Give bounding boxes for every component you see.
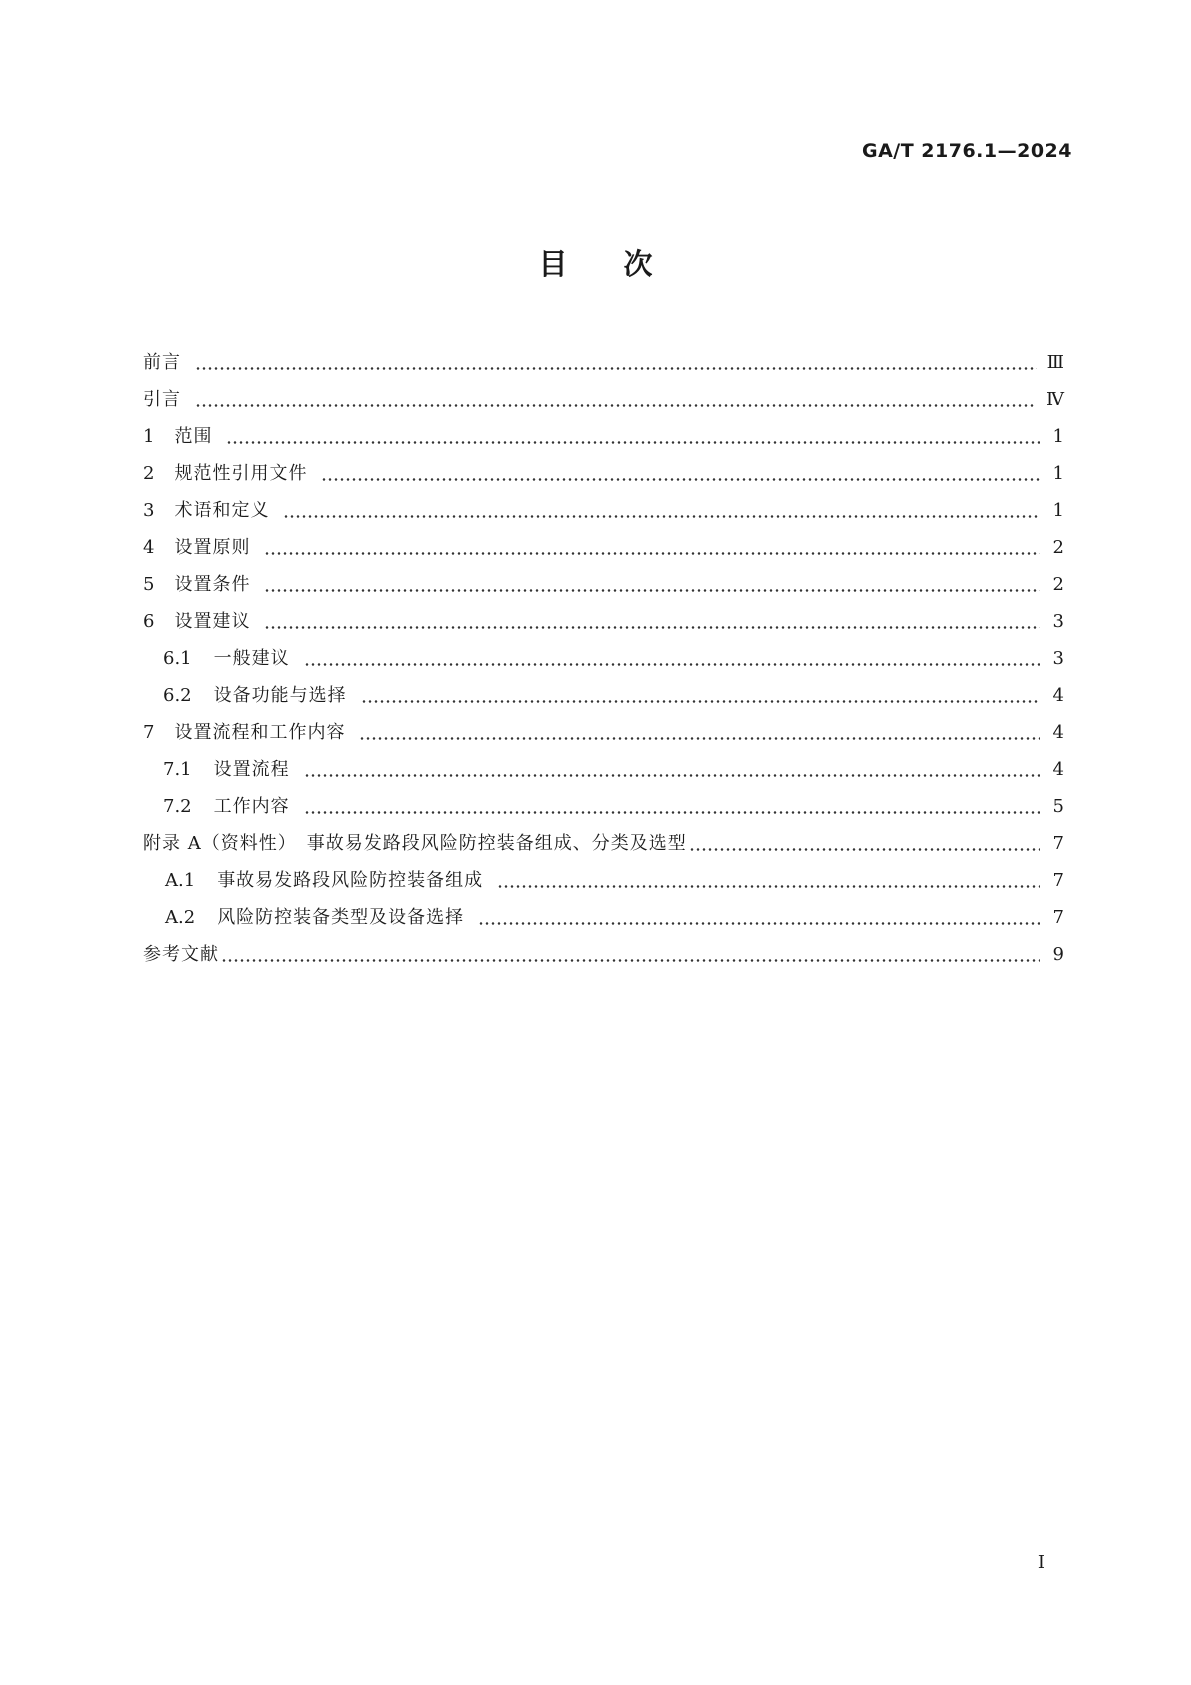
toc-entry-page: 3 — [1052, 648, 1064, 669]
toc-leader-dots — [304, 774, 1040, 777]
toc-leader-dots — [361, 700, 1040, 703]
toc-entry-page: 4 — [1052, 722, 1064, 743]
toc-entry-text: 附录 A（资料性） 事故易发路段风险防控装备组成、分类及选型 — [143, 833, 687, 854]
toc-entry-preface[interactable] — [143, 338, 1064, 375]
toc-leader-dots — [221, 959, 1040, 962]
toc-entry-page: 1 — [1052, 500, 1064, 521]
toc-leader-dots — [195, 367, 1037, 370]
toc-entry-6[interactable] — [143, 597, 1064, 634]
toc-entry-page: 7 — [1052, 833, 1064, 854]
toc-entry-number: 6.2 — [163, 685, 192, 706]
toc-entry-text: 规范性引用文件 — [174, 463, 308, 484]
toc-entry-1[interactable] — [143, 412, 1064, 449]
toc-entry-page: 4 — [1052, 759, 1064, 780]
toc-entry-4[interactable] — [143, 523, 1064, 560]
toc-entry-2[interactable] — [143, 449, 1064, 486]
toc-entry-number: 2 — [143, 463, 155, 484]
toc-leader-dots — [478, 922, 1040, 925]
toc-entry-text: 设置流程 — [213, 759, 290, 780]
toc-entry-text: 设置条件 — [174, 574, 251, 595]
toc-entry-number: 6 — [143, 611, 155, 632]
toc-entry-a-1[interactable] — [143, 856, 1064, 893]
toc-entry-6-2[interactable] — [143, 671, 1064, 708]
toc-entry-number: 7 — [143, 722, 155, 743]
toc-entry-text: 引言 — [143, 389, 181, 410]
toc-entry-text: 前言 — [143, 352, 181, 373]
toc-entry-text: 工作内容 — [213, 796, 290, 817]
page-title: 目次 — [538, 247, 709, 281]
toc-entry-appendix-a[interactable] — [143, 819, 1064, 856]
toc-leader-dots — [497, 885, 1040, 888]
toc-entry-number: A.2 — [165, 907, 196, 928]
toc-entry-number: 4 — [143, 537, 155, 558]
table-of-contents — [143, 338, 1064, 967]
toc-entry-page: 9 — [1052, 944, 1064, 965]
toc-entry-7-1[interactable] — [143, 745, 1064, 782]
toc-leader-dots — [226, 441, 1040, 444]
toc-entry-page: 1 — [1052, 426, 1064, 447]
toc-leader-dots — [264, 626, 1040, 629]
toc-leader-dots — [359, 737, 1040, 740]
toc-leader-dots — [264, 552, 1040, 555]
toc-entry-page: 5 — [1052, 796, 1064, 817]
toc-entry-number: A.1 — [165, 870, 196, 891]
toc-entry-number: 3 — [143, 500, 155, 521]
toc-entry-7[interactable] — [143, 708, 1064, 745]
toc-leader-dots — [321, 478, 1040, 481]
toc-entry-page: 4 — [1052, 685, 1064, 706]
toc-entry-text: 设置原则 — [174, 537, 251, 558]
toc-entry-7-2[interactable] — [143, 782, 1064, 819]
toc-entry-number: 7.1 — [163, 759, 192, 780]
toc-entry-a-2[interactable] — [143, 893, 1064, 930]
toc-leader-dots — [689, 848, 1040, 851]
toc-entry-page: 7 — [1052, 907, 1064, 928]
toc-entry-text: 范围 — [174, 426, 213, 447]
toc-leader-dots — [264, 589, 1040, 592]
toc-leader-dots — [304, 663, 1040, 666]
toc-leader-dots — [195, 404, 1036, 407]
toc-entry-introduction[interactable] — [143, 375, 1064, 412]
toc-entry-page: Ⅳ — [1046, 389, 1064, 410]
toc-entry-page: 2 — [1052, 537, 1064, 558]
toc-entry-text: 一般建议 — [213, 648, 290, 669]
toc-leader-dots — [304, 811, 1040, 814]
toc-entry-number: 7.2 — [163, 796, 192, 817]
toc-entry-bibliography[interactable] — [143, 930, 1064, 967]
toc-entry-text: 事故易发路段风险防控装备组成 — [217, 870, 484, 891]
toc-entry-5[interactable] — [143, 560, 1064, 597]
toc-entry-page: 2 — [1052, 574, 1064, 595]
toc-entry-page: Ⅲ — [1046, 352, 1064, 373]
toc-entry-text: 设置建议 — [174, 611, 251, 632]
toc-entry-page: 3 — [1052, 611, 1064, 632]
toc-entry-number: 1 — [143, 426, 155, 447]
toc-entry-text: 术语和定义 — [174, 500, 270, 521]
toc-entry-text: 风险防控装备类型及设备选择 — [217, 907, 465, 928]
toc-entry-number: 5 — [143, 574, 155, 595]
standard-number: GA/T 2176.1—2024 — [861, 140, 1072, 162]
toc-entry-page: 7 — [1052, 870, 1064, 891]
toc-entry-page: 1 — [1052, 463, 1064, 484]
toc-entry-text: 设备功能与选择 — [213, 685, 347, 706]
page-number: Ⅰ — [1037, 1552, 1045, 1573]
toc-entry-text: 参考文献 — [143, 944, 219, 965]
toc-leader-dots — [283, 515, 1040, 518]
toc-entry-number: 6.1 — [163, 648, 192, 669]
toc-entry-3[interactable] — [143, 486, 1064, 523]
toc-entry-text: 设置流程和工作内容 — [174, 722, 346, 743]
toc-entry-6-1[interactable] — [143, 634, 1064, 671]
